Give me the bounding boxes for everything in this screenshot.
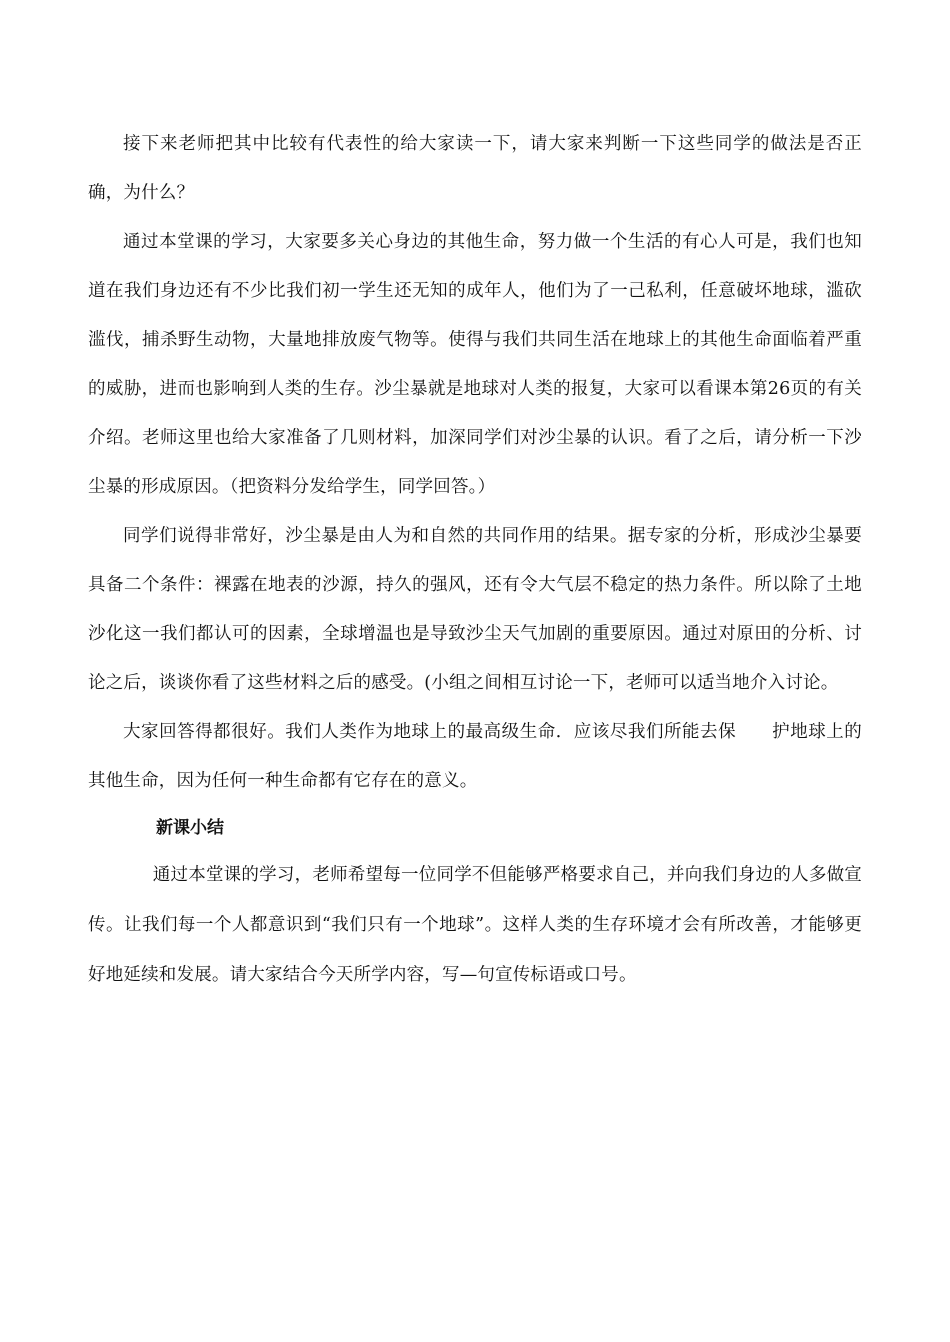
- document-page: [88, 120, 862, 1000]
- paragraph-protect-life: 大家回答得都很好。我们人类作为地球上的最高级生命．应该尽我们所能去保 护地球上的其他生命，因为任何一种生命都有它存在的意义。: [88, 722, 862, 791]
- paragraph-intro: 接下来老师把其中比较有代表性的给大家读一下，请大家来判断一下这些同学的做法是否正确，为什么？: [88, 134, 862, 203]
- section-title-summary: 新课小结: [156, 818, 224, 838]
- paragraph-sandstorm-causes: 同学们说得非常好，沙尘暴是由人为和自然的共同作用的结果。据专家的分析，形成沙尘暴要具备二个条件：裸露在地表的沙源，持久的强风，还有令大气层不稳定的热力条件。所以除了土地沙化这一我们都认可的因素，全球增温也是导致沙尘天气加剧的重要原因。通过对原田的分析、讨论之后，谈谈你看了这些材料之后的感受。(小组之间相互讨论一下，老师可以适当地介入讨论。: [88, 526, 862, 693]
- paragraph-care-for-life: 通过本堂课的学习，大家要多关心身边的其他生命，努力做一个生活的有心人可是，我们也知道在我们身边还有不少比我们初一学生还无知的成年人，他们为了一己私利，任意破坏地球，滥砍滥伐，捕杀野生动物，大量地排放废气物等。使得与我们共同生活在地球上的其他生命面临着严重的威胁，进而也影响到人类的生存。沙尘暴就是地球对人类的报复，大家可以看课本第26页的有关介绍。老师这里也给大家准备了几则材料，加深同学们对沙尘暴的认识。看了之后，请分析一下沙尘暴的形成原因。（把资料分发给学生，同学回答。）: [88, 232, 862, 497]
- paragraph-summary: 通过本堂课的学习，老师希望每一位同学不但能够严格要求自己，并向我们身边的人多做宣传。让我们每一个人都意识到“我们只有一个地球”。这样人类的生存环境才会有所改善，才能够更好地延续和发展。请大家结合今天所学内容，写—句宣传标语或口号。: [88, 865, 862, 985]
